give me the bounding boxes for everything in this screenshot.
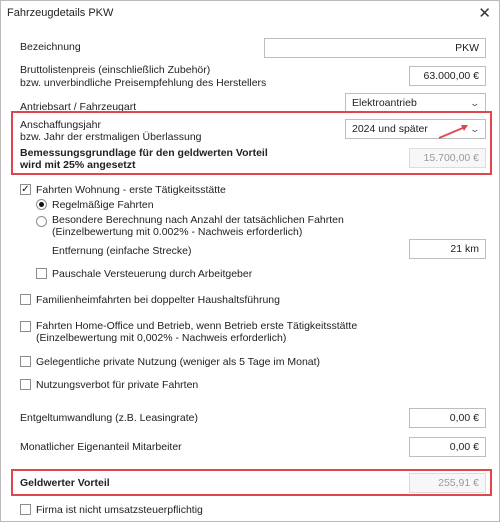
anschaffungsjahr-selected-value: 2024 und später	[352, 123, 428, 135]
vorteil-value-field	[409, 473, 486, 493]
nutzungsverbot-checkbox[interactable]	[20, 379, 31, 390]
fahrten-wohnung-checkbox[interactable]	[20, 184, 31, 195]
eigenanteil-input[interactable]	[409, 437, 486, 457]
title-bar	[1, 1, 499, 25]
fahrten-wohnung-label: Fahrten Wohnung - erste Tätigkeitsstätte	[36, 184, 226, 196]
entgelt-label: Entgeltumwandlung (z.B. Leasingrate)	[20, 412, 199, 424]
entgelt-input[interactable]	[409, 408, 486, 428]
umsatzsteuer-label: Firma ist nicht umsatzsteuerpflichtig	[36, 504, 203, 516]
checkmark-icon: ✓	[21, 183, 30, 195]
radio-special-label-line2: (Einzelbewertung mit 0.002% - Nachweis erforderlich)	[52, 226, 303, 238]
distance-label: Entfernung (einfache Strecke)	[52, 245, 192, 257]
window-title: Fahrzeugdetails PKW	[7, 7, 114, 19]
listenpreis-label-line2: bzw. unverbindliche Preisempfehlung des Herstellers	[20, 77, 267, 89]
homeoffice-label-line2: (Einzelbewertung mit 0,002% - Nachweis erforderlich)	[36, 332, 287, 344]
radio-regular-trips[interactable]	[36, 199, 47, 210]
familienheim-checkbox[interactable]	[20, 294, 31, 305]
homeoffice-label-line1: Fahrten Home-Office und Betrieb, wenn Betrieb erste Tätigkeitsstätte	[36, 320, 358, 332]
bemessung-label-line1: Bemessungsgrundlage für den geldwerten Vorteil	[20, 147, 268, 159]
antriebsart-select[interactable]	[345, 93, 486, 113]
pauschal-checkbox[interactable]	[36, 268, 47, 279]
radio-regular-label: Regelmäßige Fahrten	[52, 199, 154, 211]
anschaffung-label-line1: Anschaffungsjahr	[20, 119, 101, 131]
listenpreis-input[interactable]	[409, 66, 486, 86]
gelegentlich-label: Gelegentliche private Nutzung (weniger als 5 Tage im Monat)	[36, 356, 321, 368]
gelegentlich-checkbox[interactable]	[20, 356, 31, 367]
radio-special-label-line1: Besondere Berechnung nach Anzahl der tatsächlichen Fahrten	[52, 214, 344, 226]
antriebsart-selected-value: Elektroantrieb	[352, 97, 417, 109]
umsatzsteuer-checkbox[interactable]	[20, 504, 31, 515]
bemessung-value-field	[409, 148, 486, 168]
antriebsart-label: Antriebsart / Fahrzeugart	[20, 101, 137, 113]
chevron-down-icon: ⌄	[469, 97, 481, 108]
nutzungsverbot-label: Nutzungsverbot für private Fahrten	[36, 379, 199, 391]
bezeichnung-label: Bezeichnung	[20, 41, 81, 53]
listenpreis-label-line1: Bruttolistenpreis (einschließlich Zubehör)	[20, 64, 211, 76]
chevron-down-icon: ⌄	[469, 123, 481, 134]
eigenanteil-label: Monatlicher Eigenanteil Mitarbeiter	[20, 441, 182, 453]
pauschal-label: Pauschale Versteuerung durch Arbeitgeber	[52, 268, 253, 280]
anschaffung-label-line2: bzw. Jahr der erstmaligen Überlassung	[20, 131, 202, 143]
distance-input[interactable]	[409, 239, 486, 259]
homeoffice-checkbox[interactable]	[20, 321, 31, 332]
radio-special-calculation[interactable]	[36, 216, 47, 227]
close-icon[interactable]: ✕	[478, 4, 491, 22]
familienheim-label: Familienheimfahrten bei doppelter Haushaltsführung	[36, 294, 280, 306]
bezeichnung-input[interactable]	[264, 38, 486, 58]
vorteil-label: Geldwerter Vorteil	[20, 477, 110, 489]
red-arrow-icon	[437, 122, 471, 140]
bemessung-label-line2: wird mit 25% angesetzt	[20, 159, 136, 171]
